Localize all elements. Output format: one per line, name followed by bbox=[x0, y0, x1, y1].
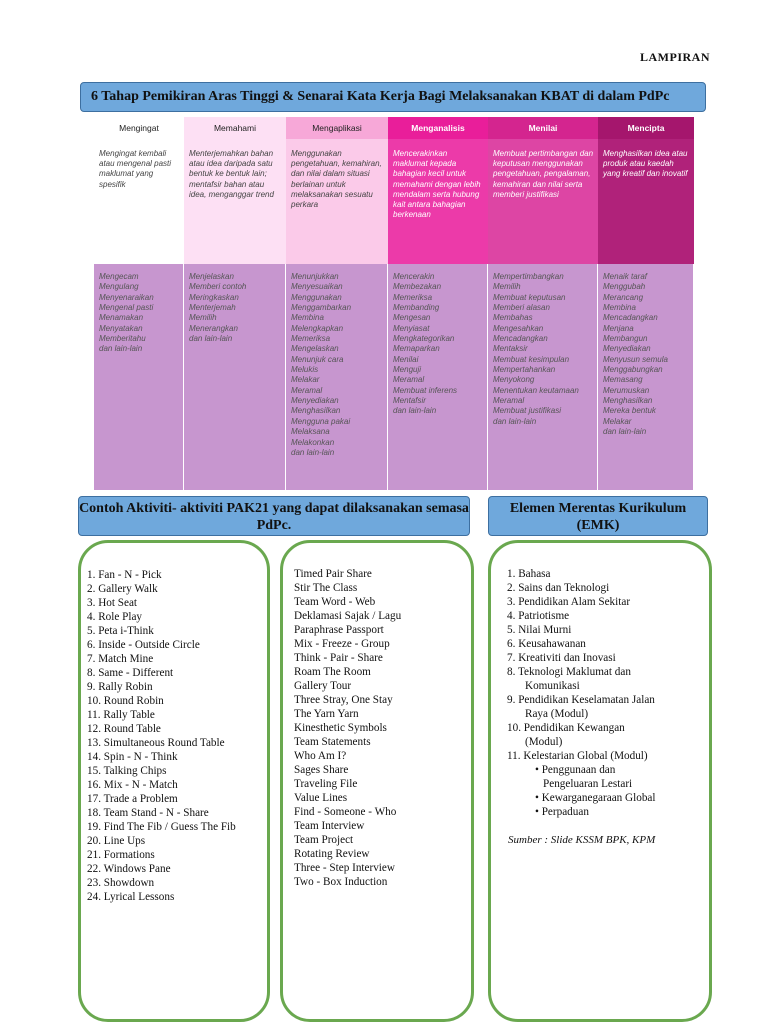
lampiran-label: LAMPIRAN bbox=[640, 50, 710, 64]
kbat-verbs-1: Menjelaskan Memberi contoh Meringkaskan Menterjemah Memilih Menerangkan dan lain-lain bbox=[184, 264, 286, 490]
list-item: 17. Trade a Problem bbox=[87, 793, 178, 805]
pak21-more-list bbox=[294, 567, 472, 889]
list-item: The Yarn Yarn bbox=[294, 708, 359, 720]
list-item: Who Am I? bbox=[294, 750, 347, 762]
list-item: Team Word - Web bbox=[294, 596, 376, 608]
list-item: 13. Simultaneous Round Table bbox=[87, 737, 225, 749]
emk-item: Pengeluaran Lestari bbox=[543, 778, 633, 790]
list-item: 5. Peta i-Think bbox=[87, 625, 154, 637]
emk-banner: Elemen Merentas Kurikulum (EMK) bbox=[488, 496, 708, 536]
list-item: 15. Talking Chips bbox=[87, 765, 167, 777]
emk-item: 8. Teknologi Maklumat dan bbox=[507, 666, 631, 678]
kbat-header-1: Memahami bbox=[184, 117, 286, 139]
list-item: Find - Someone - Who bbox=[294, 806, 397, 818]
list-item: Kinesthetic Symbols bbox=[294, 722, 387, 734]
list-item: 6. Inside - Outside Circle bbox=[87, 639, 200, 651]
list-item: Two - Box Induction bbox=[294, 876, 388, 888]
emk-item: • Perpaduan bbox=[535, 806, 589, 818]
emk-item: 7. Kreativiti dan Inovasi bbox=[507, 652, 616, 664]
kbat-verbs-4: Mempertimbangkan Memilih Membuat keputusan Memberi alasan Membahas Mengesahkan Mencadangkan Mentaksir Membuat kesimpulan Mempertahankan Menyokong Menentukan keutamaan Meramal Membuat justifikasi dan lain-lain bbox=[488, 264, 598, 490]
list-item: 7. Match Mine bbox=[87, 653, 154, 665]
list-item: Three - Step Interview bbox=[294, 862, 395, 874]
list-item: 10. Round Robin bbox=[87, 695, 164, 707]
kbat-header-5: Mencipta bbox=[598, 117, 694, 139]
emk-list bbox=[507, 567, 707, 819]
list-item: Mix - Freeze - Group bbox=[294, 638, 390, 650]
list-item: 14. Spin - N - Think bbox=[87, 751, 178, 763]
kbat-verbs-0: Mengecam Mengulang Menyenaraikan Mengenal pasti Menamakan Menyatakan Memberitahu dan lain-lain bbox=[94, 264, 184, 490]
list-item: Rotating Review bbox=[294, 848, 370, 860]
emk-item: 3. Pendidikan Alam Sekitar bbox=[507, 596, 631, 608]
list-item: 22. Windows Pane bbox=[87, 863, 171, 875]
emk-item: • Kewarganegaraan Global bbox=[535, 792, 656, 804]
list-item: 8. Same - Different bbox=[87, 667, 174, 679]
kbat-description-3: Mencerakinkan maklumat kepada bahagian kecil untuk memahami dengan lebih mendalam serta hubung kait antara bahagian berkenaan bbox=[388, 139, 488, 264]
list-item: 2. Gallery Walk bbox=[87, 583, 158, 595]
pak21-numbered-list bbox=[87, 568, 267, 904]
list-item: 4. Role Play bbox=[87, 611, 143, 623]
kbat-description-0: Mengingat kembali atau mengenal pasti maklumat yang spesifik bbox=[94, 139, 184, 264]
list-item: 11. Rally Table bbox=[87, 709, 155, 721]
list-item: Three Stray, One Stay bbox=[294, 694, 393, 706]
list-item: Think - Pair - Share bbox=[294, 652, 383, 664]
pak21-banner: Contoh Aktiviti- aktiviti PAK21 yang dapat dilaksanakan semasa PdPc. bbox=[78, 496, 470, 536]
kbat-header-3: Menganalisis bbox=[388, 117, 488, 139]
kbat-description-4: Membuat pertimbangan dan keputusan menggunakan pengetahuan, pengalaman, kemahiran dan nilai serta memberi justifikasi bbox=[488, 139, 598, 264]
list-item: Roam The Room bbox=[294, 666, 371, 678]
emk-item: 2. Sains dan Teknologi bbox=[507, 582, 610, 594]
emk-item: 6. Keusahawanan bbox=[507, 638, 586, 650]
emk-item: 5. Nilai Murni bbox=[507, 624, 572, 636]
kbat-banner: 6 Tahap Pemikiran Aras Tinggi & Senarai Kata Kerja Bagi Melaksanakan KBAT di dalam PdPc bbox=[80, 82, 706, 112]
list-item: 1. Fan - N - Pick bbox=[87, 569, 162, 581]
kbat-verbs-3: Mencerakin Membezakan Memeriksa Membanding Mengesan Menyiasat Mengkategorikan Memaparkan Menilai Menguji Meramal Membuat inferens Mentafsir dan lain-lain bbox=[388, 264, 488, 490]
kbat-description-2: Menggunakan pengetahuan, kemahiran, dan nilai dalam situasi berlainan untuk melaksanakan sesuatu perkara bbox=[286, 139, 388, 264]
emk-item: 4. Patriotisme bbox=[507, 610, 570, 622]
emk-item: 9. Pendidikan Keselamatan Jalan bbox=[507, 694, 655, 706]
list-item: Deklamasi Sajak / Lagu bbox=[294, 610, 402, 622]
list-item: Paraphrase Passport bbox=[294, 624, 384, 636]
emk-item: Raya (Modul) bbox=[525, 708, 589, 720]
list-item: Team Project bbox=[294, 834, 354, 846]
emk-item: 1. Bahasa bbox=[507, 568, 551, 580]
list-item: Team Statements bbox=[294, 736, 371, 748]
list-item: 16. Mix - N - Match bbox=[87, 779, 178, 791]
list-item: 19. Find The Fib / Guess The Fib bbox=[87, 821, 236, 833]
list-item: Traveling File bbox=[294, 778, 358, 790]
kbat-header-4: Menilai bbox=[488, 117, 598, 139]
kbat-verbs-5: Menaik taraf Menggubah Merancang Membina Mencadangkan Menjana Membangun Menyediakan Menyusun semula Menggabungkan Memasang Merumuskan Menghasilkan Mereka bentuk Melakar dan lain-lain bbox=[598, 264, 694, 490]
list-item: 18. Team Stand - N - Share bbox=[87, 807, 209, 819]
kbat-header-2: Mengaplikasi bbox=[286, 117, 388, 139]
list-item: 24. Lyrical Lessons bbox=[87, 891, 175, 903]
list-item: Sages Share bbox=[294, 764, 349, 776]
emk-item: 10. Pendidikan Kewangan bbox=[507, 722, 625, 734]
list-item: Timed Pair Share bbox=[294, 568, 372, 580]
list-item: 3. Hot Seat bbox=[87, 597, 138, 609]
kbat-header-0: Mengingat bbox=[94, 117, 184, 139]
kbat-description-1: Menterjemahkan bahan atau idea daripada satu bentuk ke bentuk lain; mentafsir bahan atau idea, menganggar trend bbox=[184, 139, 286, 264]
list-item: Gallery Tour bbox=[294, 680, 352, 692]
list-item: 20. Line Ups bbox=[87, 835, 146, 847]
kbat-description-5: Menghasilkan idea atau produk atau kaedah yang kreatif dan inovatif bbox=[598, 139, 694, 264]
list-item: 9. Rally Robin bbox=[87, 681, 153, 693]
list-item: 23. Showdown bbox=[87, 877, 155, 889]
emk-item: • Penggunaan dan bbox=[535, 764, 616, 776]
list-item: Team Interview bbox=[294, 820, 365, 832]
list-item: Value Lines bbox=[294, 792, 348, 804]
list-item: Stir The Class bbox=[294, 582, 358, 594]
kbat-table bbox=[94, 117, 694, 490]
list-item: 12. Round Table bbox=[87, 723, 161, 735]
emk-item: 11. Kelestarian Global (Modul) bbox=[507, 750, 648, 762]
list-item: 21. Formations bbox=[87, 849, 155, 861]
kbat-verbs-2: Menunjukkan Menyesuaikan Menggunakan Menggambarkan Membina Melengkapkan Memeriksa Mengelaskan Menunjuk cara Melukis Melakar Meramal Menyediakan Menghasilkan Mengguna pakai Melaksana Melakonkan dan lain-lain bbox=[286, 264, 388, 490]
source-note: Sumber : Slide KSSM BPK, KPM bbox=[508, 834, 656, 846]
emk-item: Komunikasi bbox=[525, 680, 580, 692]
emk-item: (Modul) bbox=[525, 736, 563, 748]
